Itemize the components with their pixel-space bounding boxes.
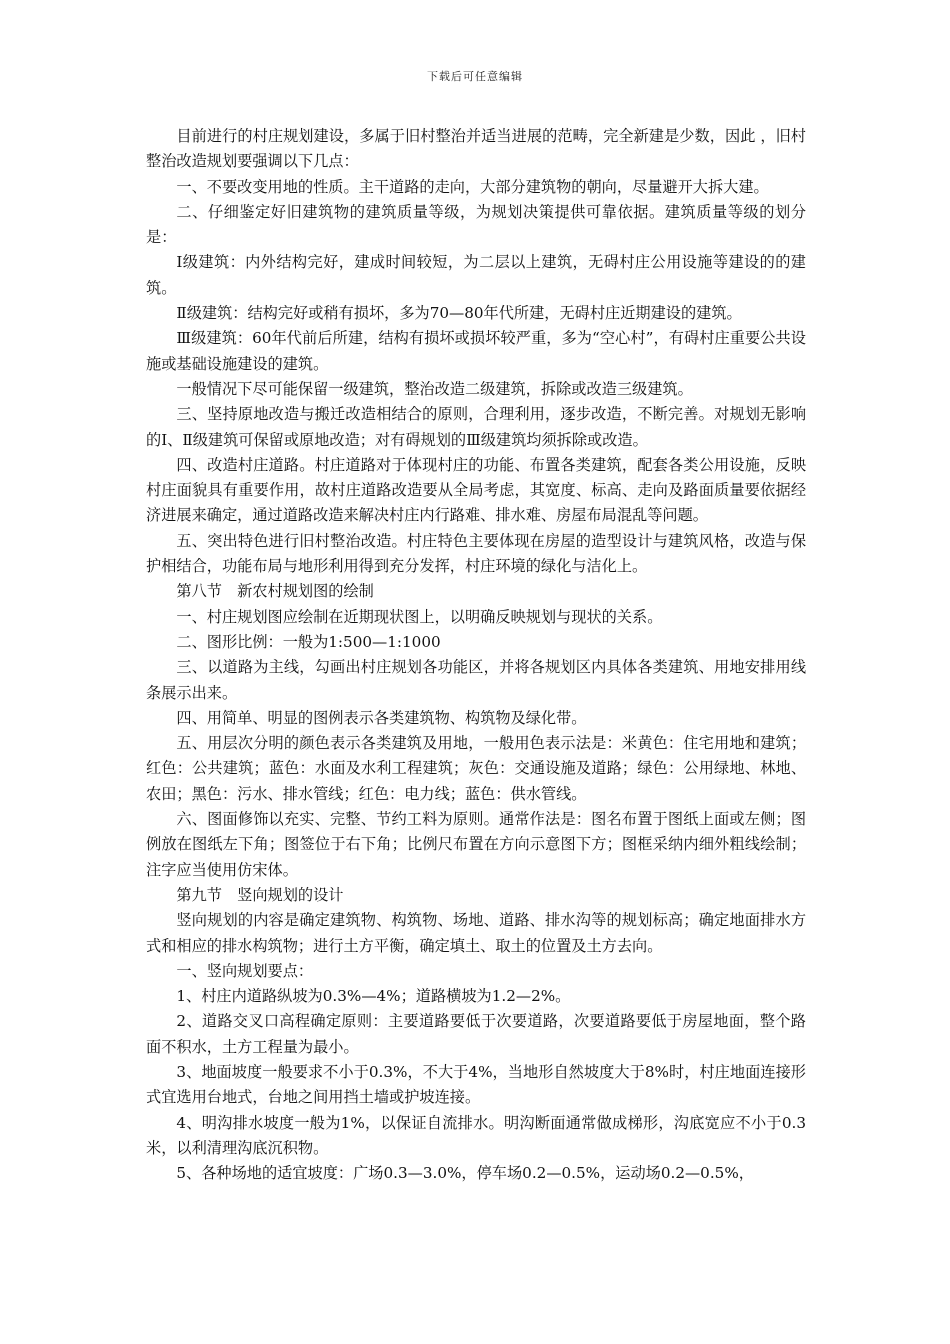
paragraph: 三、坚持原地改造与搬迁改造相结合的原则，合理利用，逐步改造，不断完善。对规划无影响的Ⅰ、Ⅱ级建筑可保留或原地改造；对有碍规划的Ⅲ级建筑均须拆除或改造。 [146, 405, 806, 449]
paragraph: 1、村庄内道路纵坡为0.3%—4%；道路横坡为1.2—2%。 [176, 987, 571, 1006]
paragraph: 一般情况下尽可能保留一级建筑，整治改造二级建筑，拆除或改造三级建筑。 [176, 379, 693, 398]
paragraph: 六、图面修饰以充实、完整、节约工料为原则。通常作法是：图名布置于图纸上面或左侧；图例放在图纸左下角；图签位于右下角；比例尺布置在方向示意图下方；图框采纳内细外粗线绘制；注字应当使用仿宋体。 [146, 810, 806, 879]
paragraph: 一、不要改变用地的性质。主干道路的走向，大部分建筑物的朝向，尽量避开大拆大建。 [176, 177, 769, 196]
paragraph: Ⅲ级建筑：60年代前后所建，结构有损坏或损坏较严重，多为“空心村”，有碍村庄重要公共设施或基础设施建设的建筑。 [146, 329, 806, 373]
paragraph: 四、改造村庄道路。村庄道路对于体现村庄的功能、布置各类建筑，配套各类公用设施，反映村庄面貌具有重要作用，故村庄道路改造要从全局考虑，其宽度、标高、走向及路面质量要依据经济进展来确定，通过道路改造来解决村庄内行路难、排水难、房屋布局混乱等问题。 [146, 455, 806, 525]
paragraph: 3、地面坡度一般要求不小于0.3%，不大于4%，当地形自然坡度大于8%时，村庄地面连接形式宜选用台地式，台地之间用挡土墙或护坡连接。 [146, 1062, 806, 1107]
paragraph: 5、各种场地的适宜坡度：广场0.3—3.0%，停车场0.2—0.5%，运动场0.2—0.5%， [176, 1164, 754, 1183]
paragraph: 四、用简单、明显的图例表示各类建筑物、构筑物及绿化带。 [176, 708, 587, 727]
paragraph: 竖向规划的内容是确定建筑物、构筑物、场地、道路、排水沟等的规划标高；确定地面排水方式和相应的排水构筑物；进行土方平衡，确定填土、取土的位置及土方去向。 [146, 911, 806, 955]
paragraph: 4、明沟排水坡度一般为1%，以保证自流排水。明沟断面通常做成梯形，沟底宽应不小于0.3米，以利清理沟底沉积物。 [146, 1113, 806, 1157]
paragraph: 一、村庄规划图应绘制在近期现状图上，以明确反映规划与现状的关系。 [176, 607, 663, 626]
paragraph: 目前进行的村庄规划建设，多属于旧村整治并适当进展的范畴，完全新建是少数，因此 ，旧村整治改造规划要强调以下几点： [146, 127, 806, 171]
paragraph: 二、仔细鉴定好旧建筑物的建筑质量等级，为规划决策提供可靠依据。建筑质量等级的划分是： [146, 202, 806, 247]
paragraph: 一、竖向规划要点： [176, 961, 314, 980]
section-heading: 第八节 新农村规划图的绘制 [176, 582, 374, 601]
document-body [146, 124, 806, 1186]
section-heading: 第九节 竖向规划的设计 [176, 885, 344, 904]
paragraph: 五、用层次分明的颜色表示各类建筑及用地，一般用色表示法是：米黄色：住宅用地和建筑；红色：公共建筑；蓝色：水面及水利工程建筑；灰色：交通设施及道路；绿色：公用绿地、林地、农田；黑色：污水、排水管线；红色：电力线；蓝色：供水管线。 [146, 734, 806, 803]
paragraph: Ⅰ级建筑：内外结构完好，建成时间较短，为二层以上建筑，无碍村庄公用设施等建设的的建筑。 [146, 253, 806, 297]
paragraph: Ⅱ级建筑：结构完好或稍有损坏，多为70—80年代所建，无碍村庄近期建设的建筑。 [176, 304, 742, 323]
paragraph: 二、图形比例：一般为1:500—1:1000 [176, 632, 441, 651]
page-header: 下载后可任意编辑 [427, 70, 523, 83]
paragraph: 五、突出特色进行旧村整治改造。村庄特色主要体现在房屋的造型设计与建筑风格，改造与保护相结合，功能布局与地形利用得到充分发挥，村庄环境的绿化与洁化上。 [146, 531, 806, 576]
paragraph: 三、以道路为主线，勾画出村庄规划各功能区，并将各规划区内具体各类建筑、用地安排用线条展示出来。 [146, 658, 806, 702]
paragraph: 2、道路交叉口高程确定原则：主要道路要低于次要道路，次要道路要低于房屋地面，整个路面不积水，土方工程量为最小。 [146, 1012, 806, 1056]
